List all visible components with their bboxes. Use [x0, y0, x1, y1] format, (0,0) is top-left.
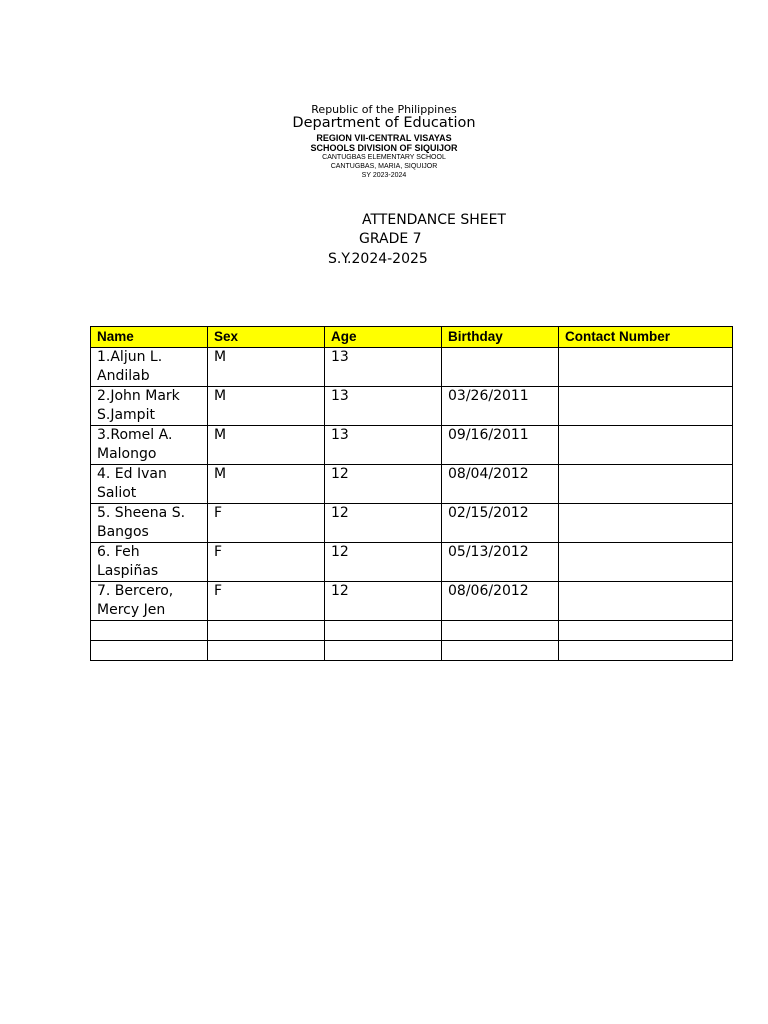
address-line: CANTUGBAS, MARIA, SIQUIJOR [330, 162, 438, 170]
cell-sex: M [208, 465, 325, 504]
republic-line: Republic of the Philippines [311, 103, 457, 116]
region-line: REGION VII-CENTRAL VISAYAS [316, 132, 452, 143]
table-row [91, 465, 733, 504]
column-header-birthday: Birthday [442, 327, 559, 348]
cell-birthday: 08/04/2012 [442, 465, 559, 504]
cell-birthday: 09/16/2011 [442, 426, 559, 465]
cell-birthday [442, 641, 559, 661]
column-header-sex: Sex [208, 327, 325, 348]
cell-birthday [442, 621, 559, 641]
cell-contact [559, 543, 733, 582]
letterhead [0, 104, 768, 180]
division-line: SCHOOLS DIVISION OF SIQUIJOR [310, 142, 458, 153]
school-line: CANTUGBAS ELEMENTARY SCHOOL [322, 153, 446, 161]
cell-birthday: 03/26/2011 [442, 387, 559, 426]
table-row [91, 504, 733, 543]
cell-birthday: 08/06/2012 [442, 582, 559, 621]
table-row [91, 348, 733, 387]
grade-level: GRADE 7 [359, 231, 422, 247]
table-row [91, 387, 733, 426]
cell-name [91, 621, 208, 641]
table-row-empty [91, 621, 733, 641]
cell-sex: M [208, 348, 325, 387]
cell-birthday [442, 348, 559, 387]
table-row-empty [91, 641, 733, 661]
cell-age: 12 [325, 504, 442, 543]
cell-name: 6. Feh Laspiñas [91, 543, 208, 582]
cell-contact [559, 582, 733, 621]
letterhead-school-year: SY 2023-2024 [361, 171, 407, 179]
cell-age: 12 [325, 543, 442, 582]
cell-age [325, 621, 442, 641]
cell-name: 7. Bercero, Mercy Jen [91, 582, 208, 621]
table-row [91, 582, 733, 621]
cell-contact [559, 641, 733, 661]
cell-name: 5. Sheena S. Bangos [91, 504, 208, 543]
cell-name: 3.Romel A. Malongo [91, 426, 208, 465]
cell-age: 13 [325, 348, 442, 387]
cell-contact [559, 465, 733, 504]
cell-age: 12 [325, 582, 442, 621]
table-header-row [91, 327, 733, 348]
cell-age [325, 641, 442, 661]
column-header-age: Age [325, 327, 442, 348]
column-header-contact-number: Contact Number [559, 327, 733, 348]
cell-sex [208, 641, 325, 661]
cell-contact [559, 426, 733, 465]
cell-sex: F [208, 504, 325, 543]
cell-contact [559, 387, 733, 426]
cell-birthday: 02/15/2012 [442, 504, 559, 543]
column-header-name: Name [91, 327, 208, 348]
cell-name [91, 641, 208, 661]
cell-name: 4. Ed Ivan Saliot [91, 465, 208, 504]
cell-age: 13 [325, 426, 442, 465]
cell-sex: F [208, 543, 325, 582]
cell-age: 12 [325, 465, 442, 504]
cell-sex: F [208, 582, 325, 621]
department-line: Department of Education [292, 115, 476, 131]
cell-sex: M [208, 387, 325, 426]
school-year: S.Y.2024-2025 [328, 251, 428, 267]
cell-sex [208, 621, 325, 641]
cell-name: 1.Aljun L. Andilab [91, 348, 208, 387]
cell-contact [559, 348, 733, 387]
table-row [91, 426, 733, 465]
cell-birthday: 05/13/2012 [442, 543, 559, 582]
cell-contact [559, 621, 733, 641]
cell-age: 13 [325, 387, 442, 426]
cell-name: 2.John Mark S.Jampit [91, 387, 208, 426]
document-title: ATTENDANCE SHEET [362, 212, 506, 228]
attendance-table [90, 326, 733, 661]
table-row [91, 543, 733, 582]
cell-sex: M [208, 426, 325, 465]
cell-contact [559, 504, 733, 543]
